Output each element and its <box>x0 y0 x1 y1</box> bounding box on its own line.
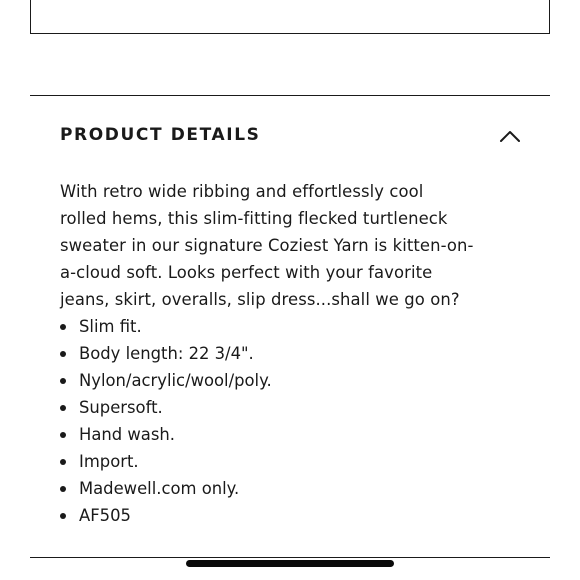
list-item-text: Supersoft. <box>79 398 163 417</box>
chevron-up-icon[interactable] <box>498 128 522 144</box>
description-line: sweater in our signature Coziest Yarn is kitten-on- <box>60 236 474 255</box>
list-item-text: Import. <box>79 452 139 471</box>
list-item <box>60 394 500 421</box>
home-indicator[interactable] <box>186 560 394 567</box>
bullet-dot <box>60 459 66 465</box>
list-item-text: Body length: 22 3/4". <box>79 344 254 363</box>
section-title: PRODUCT DETAILS <box>60 125 261 145</box>
list-item-text: Nylon/acrylic/wool/poly. <box>79 371 272 390</box>
list-item <box>60 313 500 340</box>
bullet-dot <box>60 432 66 438</box>
product-description <box>60 178 500 313</box>
list-item <box>60 475 500 502</box>
bullet-dot <box>60 513 66 519</box>
previous-section-box <box>30 0 550 34</box>
list-item <box>60 340 500 367</box>
bullet-dot <box>60 486 66 492</box>
bullet-dot <box>60 378 66 384</box>
bullet-dot <box>60 324 66 330</box>
section-divider-bottom <box>30 557 550 558</box>
product-details-accordion-header[interactable] <box>30 96 550 176</box>
list-item <box>60 448 500 475</box>
list-item <box>60 367 500 394</box>
list-item-text: Madewell.com only. <box>79 479 240 498</box>
list-item <box>60 421 500 448</box>
description-line: rolled hems, this slim-fitting flecked turtleneck <box>60 209 448 228</box>
list-item-text: Slim fit. <box>79 317 142 336</box>
description-line: a-cloud soft. Looks perfect with your favorite <box>60 263 433 282</box>
list-item-text: Hand wash. <box>79 425 175 444</box>
details-list <box>60 313 500 529</box>
bullet-dot <box>60 405 66 411</box>
list-item-text: AF505 <box>79 506 131 525</box>
description-line: With retro wide ribbing and effortlessly cool <box>60 182 424 201</box>
list-item <box>60 502 500 529</box>
bullet-dot <box>60 351 66 357</box>
description-line: jeans, skirt, overalls, slip dress...shall we go on? <box>60 290 460 309</box>
product-details-content <box>60 178 500 529</box>
